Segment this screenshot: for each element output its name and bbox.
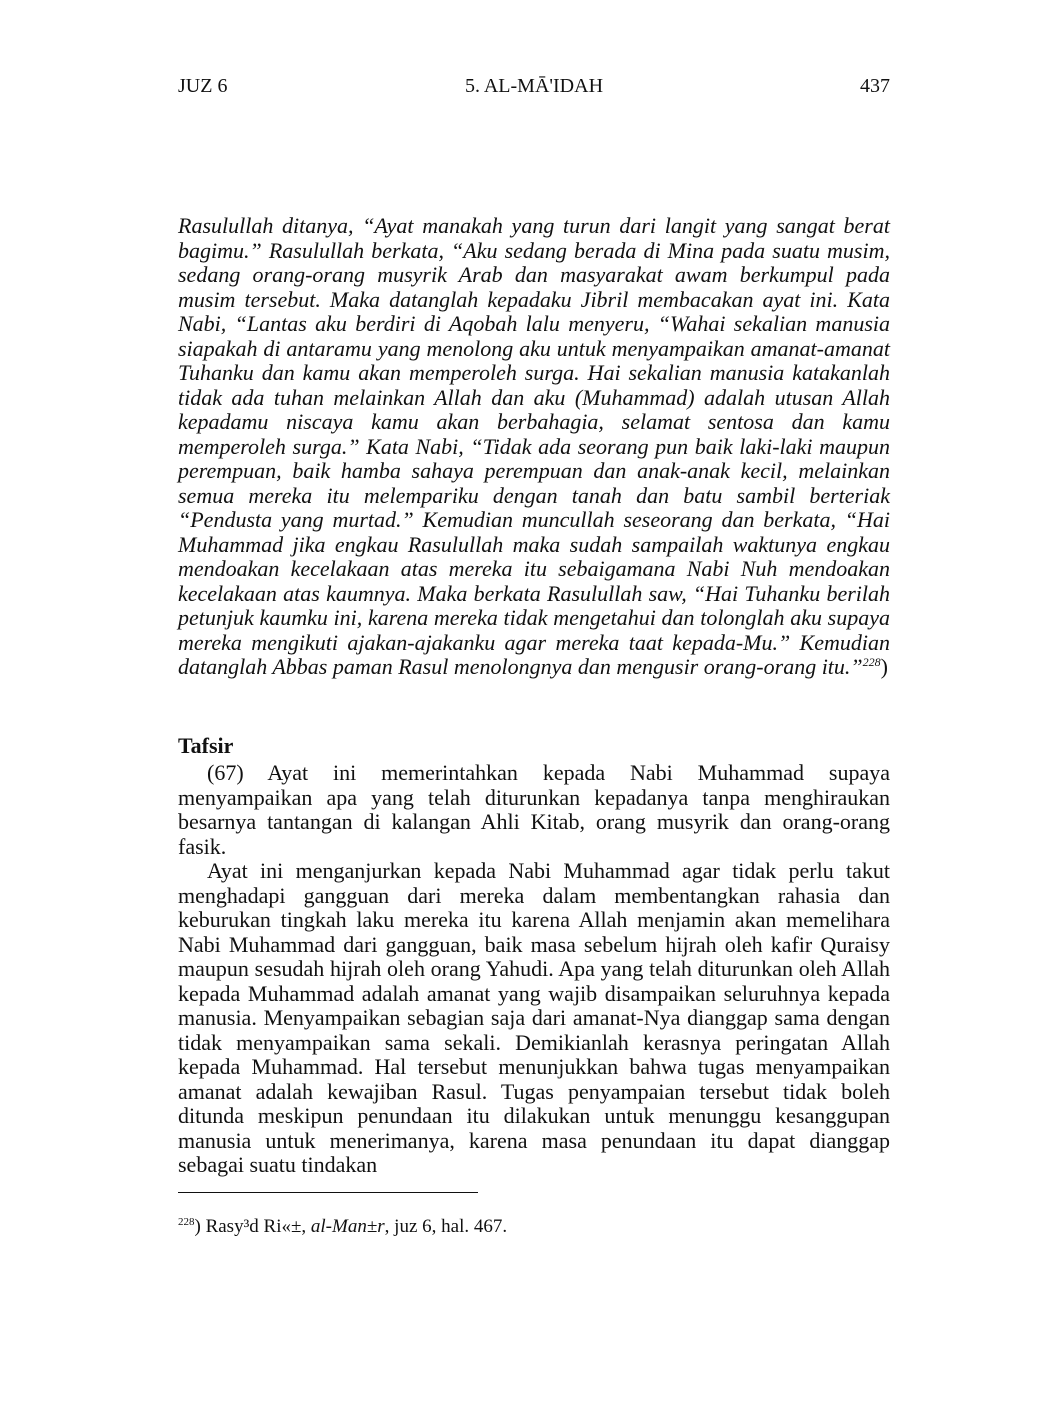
header-page-number: 437 [860, 75, 890, 97]
quote-closing: ) [880, 654, 888, 679]
header-surah-title: 5. AL-MĀ'IDAH [464, 75, 604, 97]
footnote-author: Rasy³d Ri«±, [200, 1216, 311, 1237]
footnote-number: 228 [178, 1216, 195, 1228]
hadith-quote [178, 214, 890, 680]
quote-text: Rasulullah ditanya, “Ayat manakah yang turun dari langit yang sangat berat bagimu.” Rasulullah berkata, “Aku sedang berada di Mina pada suatu musim, sedang orang-orang musyrik Arab dan masyarakat awam berkumpul pada musim tersebut. Maka datanglah kepadaku Jibril membacakan ayat ini. Kata Nabi, “Lantas aku berdiri di Aqobah lalu menyeru, “Wahai sekalian manusia siapakah di antaramu yang menolong aku untuk menyampaikan amanat-amanat Tuhanku dan kamu akan memperoleh surga. Hai sekalian manusia katakanlah tidak ada tuhan melainkan Allah dan aku (Muhammad) adalah utusan Allah kepadamu niscaya kamu akan berbahagia, selamat sentosa dan kamu memperoleh surga.” Kata Nabi, “Tidak ada seorang pun baik laki-laki maupun perempuan, baik hamba sahaya perempuan dan anak-anak kecil, melainkan semua mereka itu melempariku dengan tanah dan batu sambil berteriak “Pendusta yang murtad.” Kemudian muncullah seseorang dan berkata, “Hai Muhammad jika engkau Rasulullah maka sudah sampailah waktunya engkau mendoakan kecelakaan atas mereka itu sebaigamana Nabi Nuh mendoakan kecelakaan atas kaumnya. Maka berkata Rasulullah saw, “Hai Tuhanku berilah petunjuk kaumku ini, karena mereka tidak mengetahui dan tolonglah aku supaya mereka mengikuti ajakan-ajakanku agar mereka taat kepada-Mu.” Kemudian datanglah Abbas paman Rasul menolongnya dan mengusir orang-orang itu.” [178, 213, 890, 679]
footnote [178, 1214, 890, 1240]
header-juz: JUZ 6 [178, 75, 228, 97]
tafsir-body [178, 761, 890, 1178]
footnote-details: , juz 6, hal. 467. [384, 1216, 508, 1237]
footnote-reference[interactable]: 228 [862, 655, 881, 669]
page [178, 0, 890, 1417]
footnote-divider [178, 1192, 478, 1193]
footnote-bracket: ) [194, 1216, 201, 1237]
running-header [178, 72, 890, 100]
section-heading: Tafsir [178, 733, 234, 758]
paragraph: Ayat ini menganjurkan kepada Nabi Muhammad agar tidak perlu takut menghadapi gangguan dari mereka dalam membentangkan rahasia dan keburukan tingkah laku mereka itu karena Allah menjamin akan memelihara Nabi Muhammad dari gangguan, baik masa sebelum hijrah oleh kafir Quraisy maupun sesudah hijrah oleh orang Yahudi. Apa yang telah diturunkan oleh Allah kepada Muhammad adalah amanat yang wajib disampaikan seluruhnya kepada manusia. Menyampaikan sebagian saja dari amanat-Nya dianggap sama dengan tidak menyampaikan sama sekali. Demikianlah kerasnya peringatan Allah kepada Muhammad. Hal tersebut menunjukkan bahwa tugas menyampaikan amanat adalah kewajiban Rasul. Tugas penyampaian tersebut tidak boleh ditunda meskipun penundaan itu dilakukan untuk menunggu kesanggupan manusia untuk menerimanya, karena masa penundaan itu dapat dianggap sebagai suatu tindakan [178, 858, 890, 1177]
footnote-title: al-Man±r [310, 1216, 385, 1237]
paragraph: (67) Ayat ini memerintahkan kepada Nabi Muhammad supaya menyampaikan apa yang telah diturunkan kepadanya tanpa menghiraukan besarnya tantangan di kalangan Ahli Kitab, orang musyrik dan orang-orang fasik. [178, 760, 890, 859]
